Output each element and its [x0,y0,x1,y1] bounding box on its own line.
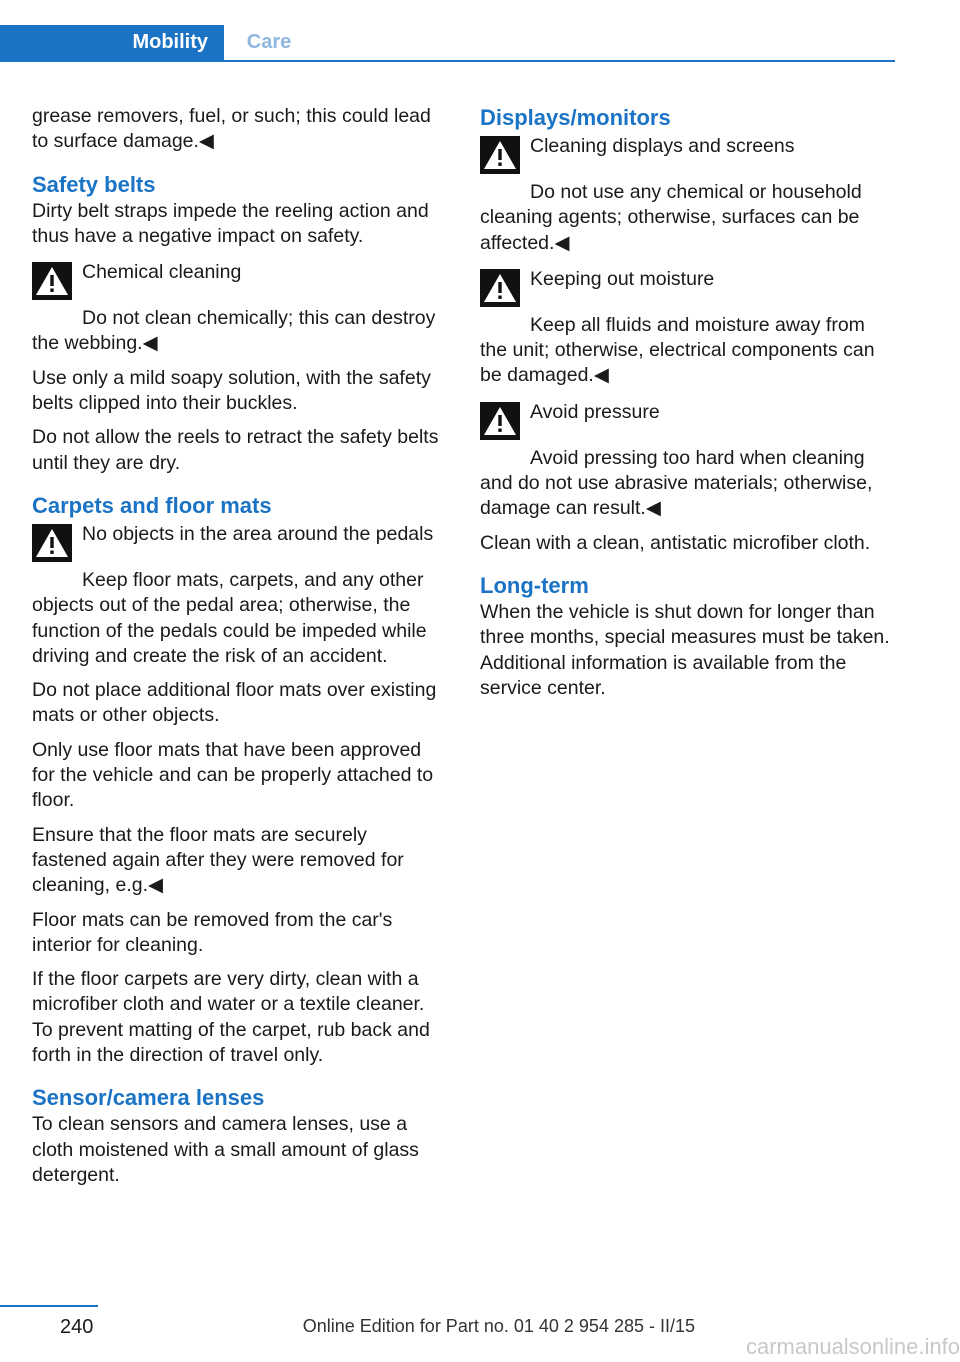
displays-section [480,104,895,556]
warning-body: Keep floor mats, carpets, and any other objects out of the pedal area; otherwise, the function of the pedals could be impeded while driving and create the risk of an accident. [32,568,427,667]
warning-body: Keep all fluids and moisture away from the unit; otherwise, electrical components can be damaged.◀ [480,313,875,387]
longterm-section [480,572,895,701]
section-title-carpets: Carpets and floor mats [32,492,272,518]
safety-belts-section [32,171,447,476]
warning-title: Avoid pressure [530,400,660,423]
warning-paragraph: Do not place additional floor mats over existing mats or other objects. [32,679,437,727]
warning-triangle-icon [32,524,72,562]
chapter-tabs [0,25,895,62]
warning-paragraph: Only use floor mats that have been approved for the vehicle and can be properly attached to floor. [32,738,434,812]
warning-block [32,520,447,669]
warning-body: Do not clean chemically; this can destroy the webbing.◀ [32,307,436,355]
intro-text: grease removers, fuel, or such; this could lead to surface damage.◀ [32,105,431,153]
tab-mobility[interactable]: Mobility [0,25,224,60]
warning-body: Do not use any chemical or household cleaning agents; otherwise, surfaces can be affected.◀ [480,181,862,254]
tab-care[interactable]: Care [246,31,292,53]
paragraph: To clean sensors and camera lenses, use a cloth moistened with a small amount of glass detergent. [32,1113,419,1186]
watermark: carmanualsonline.info [745,1334,960,1359]
warning-triangle-icon [480,269,520,307]
section-title-safety-belts: Safety belts [32,171,156,197]
paragraph: Clean with a clean, antistatic microfiber cloth. [480,531,871,554]
warning-block [480,132,895,256]
warning-block [480,265,895,389]
right-column [480,104,895,710]
warning-triangle-icon [480,402,520,440]
warning-title: Chemical cleaning [82,261,242,284]
edition-text: Online Edition for Part no. 01 40 2 954 285 - II/15 [302,1316,695,1336]
warning-block [480,398,895,522]
paragraph: Dirty belt straps impede the reeling action and thus have a negative impact on safety. [32,199,429,247]
paragraph: If the floor carpets are very dirty, clean with a microfiber cloth and water or a textile cleaner. To prevent matting of the carpet, rub back and forth in the direction of travel only. [32,968,430,1067]
warning-triangle-icon [32,262,72,300]
warning-block [32,258,447,357]
warning-title: Keeping out moisture [530,267,715,290]
section-title-longterm: Long-term [480,572,589,598]
carpets-section [32,492,447,1068]
warning-paragraph: Ensure that the floor mats are securely fastened again after they were removed for cleaning, e.g.◀ [32,823,404,897]
intro-section [32,104,447,155]
page-number: 240 [60,1316,94,1338]
warning-triangle-icon [480,136,520,174]
paragraph: Use only a mild soapy solution, with the safety belts clipped into their buckles. [32,366,431,415]
sensor-section [32,1084,447,1188]
warning-body: Avoid pressing too hard when cleaning and do not use abrasive materials; otherwise, damage can result.◀ [480,446,873,520]
section-title-displays: Displays/monitors [480,105,671,130]
warning-title: No objects in the area around the pedals [82,522,434,545]
warning-title: Cleaning displays and screens [530,135,795,157]
paragraph: Floor mats can be removed from the car's interior for cleaning. [32,908,393,956]
section-title-sensor: Sensor/camera lenses [32,1085,265,1111]
footer-rule [0,1305,98,1307]
paragraph: Do not allow the reels to retract the safety belts until they are dry. [32,426,439,474]
paragraph: When the vehicle is shut down for longer than three months, special measures must be taken. Additional information is available from the service center. [480,600,890,699]
header-rule [0,60,895,62]
left-column [32,104,447,1197]
